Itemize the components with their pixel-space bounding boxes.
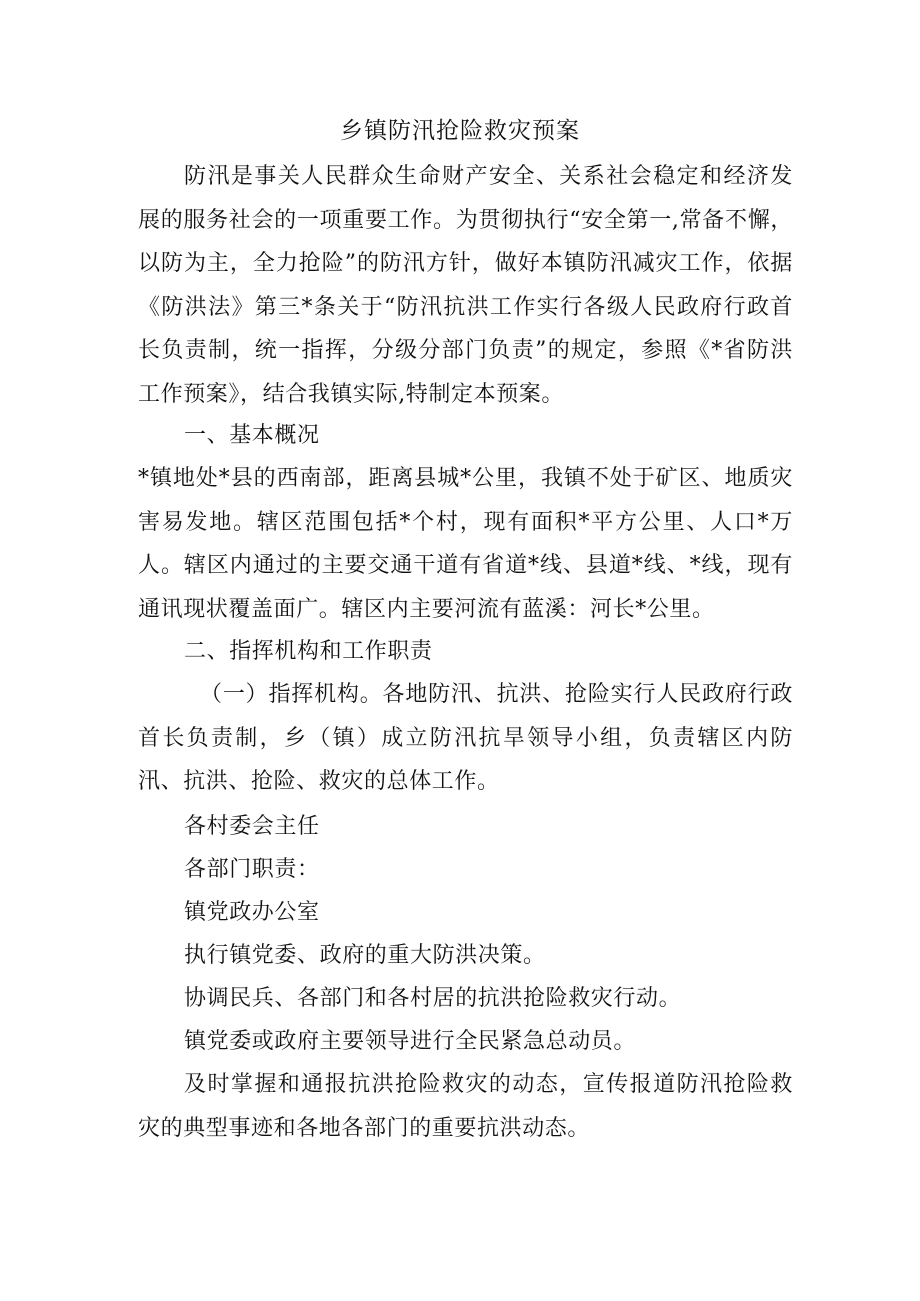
document-title: 乡镇防汛抢险救灾预案 — [340, 118, 580, 144]
department-duties-line: 各部门职责： — [184, 857, 320, 882]
section-2-subsection-1: （一）指挥机构。各地防汛、抗洪、抢险实行人民政府行政首长负责制，乡（镇）成立防汛抗旱领导小组，负责辖区内防汛、抗洪、抢险、救灾的总体工作。 — [138, 682, 793, 794]
mobilize-line: 镇党委或政府主要领导进行全民紧急总动员。 — [184, 1029, 637, 1054]
section-1-body: *镇地处*县的西南部，距离县城*公里，我镇不处于矿区、地质灾害易发地。辖区范围包括*个村，现有面积*平方公里、人口*万人。辖区内通过的主要交通干道有省道*线、县道*线、*线，现有通讯现状覆盖面广。辖区内主要河流有蓝溪：河长*公里。 — [138, 466, 793, 622]
intro-paragraph: 防汛是事关人民群众生命财产安全、关系社会稳定和经济发展的服务社会的一项重要工作。为贯彻执行“安全第一,常备不懈，以防为主，全力抢险”的防汛方针，做好本镇防汛减灾工作，依据《防洪法》第三*条关于“防汛抗洪工作实行各级人民政府行政首长负责制，统一指挥，分级分部门负责”的规定，参照《*省防洪工作预案》，结合我镇实际,特制定本预案。 — [138, 164, 793, 407]
party-office-line: 镇党政办公室 — [184, 900, 320, 925]
section-2-heading: 二、指挥机构和工作职责 — [184, 639, 433, 664]
closing-paragraph: 及时掌握和通报抗洪抢险救灾的动态，宣传报道防汛抢险救灾的典型事迹和各地各部门的重要抗洪动态。 — [138, 1072, 793, 1141]
village-directors-line: 各村委会主任 — [184, 814, 320, 839]
coordinate-actions-line: 协调民兵、各部门和各村居的抗洪抢险救灾行动。 — [184, 986, 682, 1011]
section-1-heading: 一、基本概况 — [184, 423, 320, 448]
execute-decisions-line: 执行镇党委、政府的重大防洪决策。 — [184, 943, 546, 968]
